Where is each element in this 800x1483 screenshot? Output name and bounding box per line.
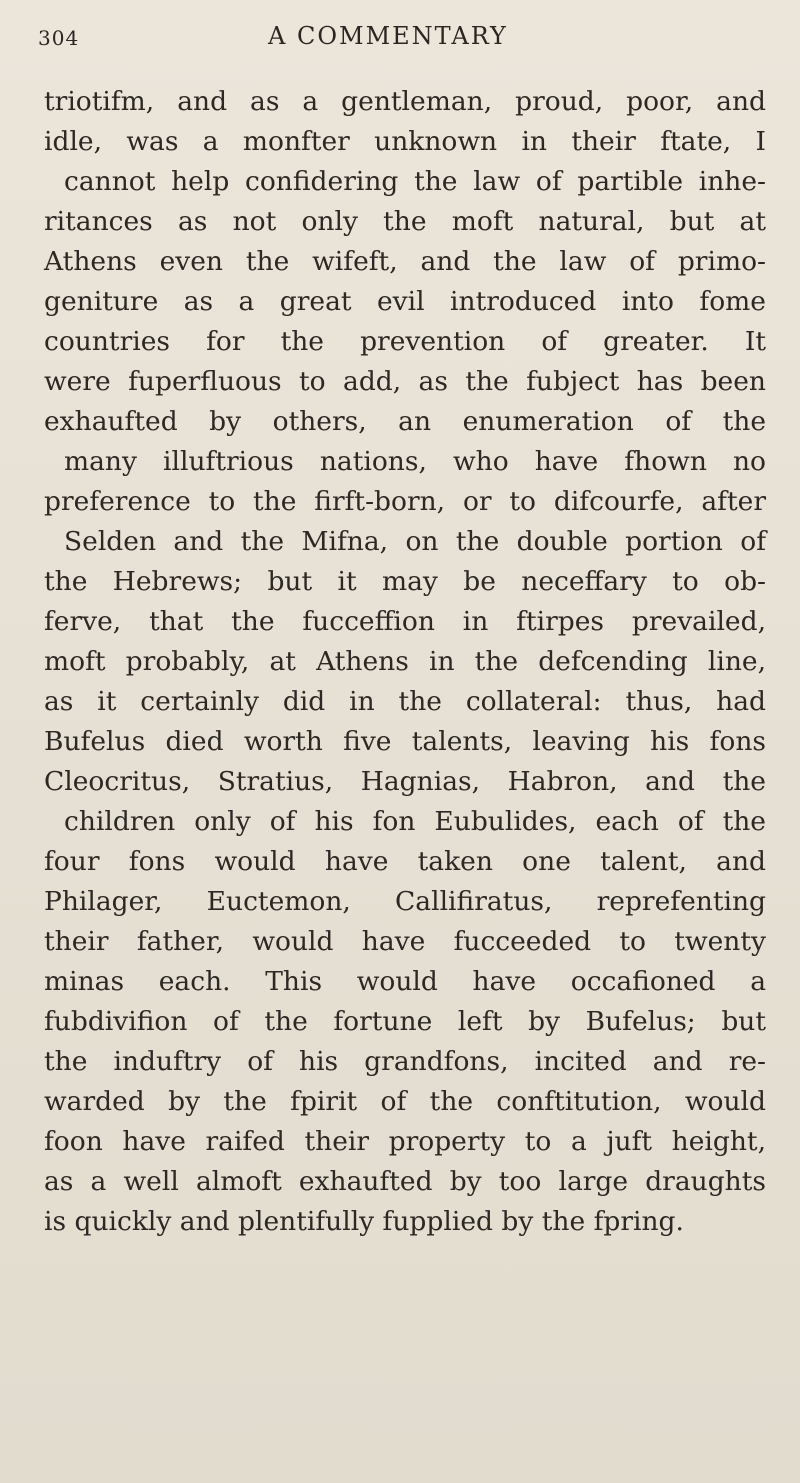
text-line: four fons would have taken one talent, and [44,846,766,877]
text-line: geniture as a great evil introduced into fome [44,286,766,317]
text-line: moft probably, at Athens in the defcending line, [44,646,766,677]
text-line: Philager, Euctemon, Callifiratus, reprefenting [44,886,766,917]
running-head: A COMMENTARY [268,22,508,50]
text-line: idle, was a monfter unknown in their ftate, I [44,126,766,157]
text-line: children only of his fon Eubulides, each of the [64,806,766,837]
text-line: triotifm, and as a gentleman, proud, poor, and [44,86,766,117]
text-line: fubdivifion of the fortune left by Bufelus; but [44,1006,766,1037]
text-line: Bufelus died worth five talents, leaving his fons [44,726,766,757]
text-line: as a well almoft exhaufted by too large draughts [44,1166,766,1197]
text-line: warded by the fpirit of the conftitution, would [44,1086,766,1117]
body-text [44,82,766,1242]
text-line: as it certainly did in the collateral: thus, had [44,686,766,717]
text-line: minas each. This would have occafioned a [44,966,766,997]
text-line: the induftry of his grandfons, incited and re- [44,1046,766,1077]
text-line: the Hebrews; but it may be neceffary to ob- [44,566,766,597]
text-line: foon have raifed their property to a juft height, [44,1126,766,1157]
text-line: exhaufted by others, an enumeration of the [44,406,766,437]
text-line: were fuperfluous to add, as the fubject has been [44,366,766,397]
text-line: Cleocritus, Stratius, Hagnias, Habron, and the [44,766,766,797]
text-line: preference to the firft-born, or to difcourfe, after [44,486,766,517]
text-line: cannot help confidering the law of partible inhe- [64,166,766,197]
page-number: 304 [38,26,80,50]
text-line: Selden and the Mifna, on the double portion of [64,526,766,557]
page-header [38,18,760,58]
text-line: ritances as not only the moft natural, but at [44,206,766,237]
text-line: is quickly and plentifully fupplied by the fpring. [44,1206,684,1237]
text-line: countries for the prevention of greater. It [44,326,766,357]
text-line: many illuftrious nations, who have fhown no [64,446,766,477]
text-line: Athens even the wifeft, and the law of primo- [44,246,766,277]
text-line: their father, would have fucceeded to twenty [44,926,766,957]
text-line: ferve, that the fucceffion in ftirpes prevailed, [44,606,766,637]
